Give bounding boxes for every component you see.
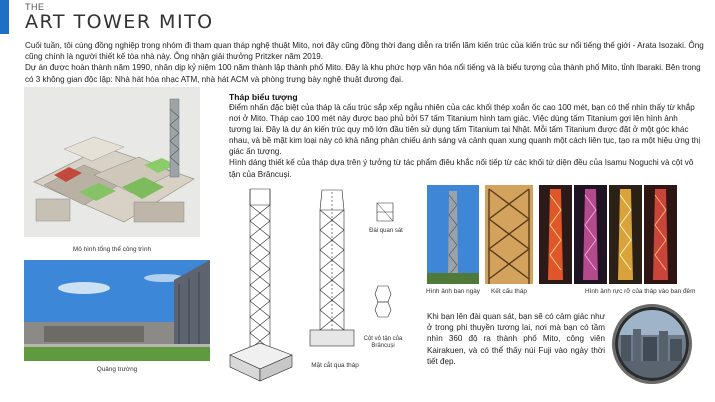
tower-heading: Tháp biểu tượng (229, 92, 298, 102)
city-view-photo (612, 304, 692, 384)
structure-photo-caption: Kết cấu tháp (491, 288, 527, 295)
day-photo-caption: Hình ảnh ban ngày (425, 288, 480, 295)
intro-paragraph-2: Dự án được hoàn thành năm 1990, nhân dịp kỷ niệm 100 năm thành lập thành phố Mito. Đây là khu phức hợp văn hóa nổi tiếng và là biểu tượng của thành phố Mito, tỉnh Ibaraki. Bên trong có 3 không gian độc lập: Nhà hát hòa nhạc ATM, nhà hát ACM và phòng trưng bày nghệ thuật đương đại. (25, 63, 701, 84)
intro-paragraph-1: Cuối tuần, tôi cùng đồng nghiệp trong nhóm đi tham quan tháp nghệ thuật Mito, nơi đây cũng đồng thời đang diễn ra triển lãm kiến trúc của kiến trúc sư nổi tiếng thế giới - Arata Isozaki. Ông cũng chính là người thiết kế tòa nhà này. Ông nhận giải thưởng Pritzker năm 2019. (25, 41, 704, 62)
night-photo-caption: Hình ảnh rực rỡ của tháp vào ban đêm (585, 288, 696, 295)
tower-isometric-drawing (220, 183, 300, 385)
column-label-line-1: Cột vô tận của (363, 336, 403, 342)
structure-photo (485, 185, 533, 284)
intro-text (25, 40, 705, 85)
day-photo (427, 185, 479, 284)
page-title: ART TOWER MITO (25, 11, 214, 33)
tower-section-drawing (304, 186, 360, 356)
endless-column-drawing (374, 284, 392, 318)
model-caption: Mô hình tổng thể công trình (72, 246, 152, 253)
tower-body-paragraph-2: Hình dáng thiết kế của tháp dựa trên ý tưởng từ tác phẩm điêu khắc nối tiếp từ các khối tứ diện đều của Isamu Noguchi và cột vô tận của Brâncuși. (229, 158, 694, 179)
night-photo-4 (644, 185, 677, 284)
title-kicker: THE (25, 2, 45, 12)
observation-label: Đài quan sát (369, 228, 403, 234)
tower-body (229, 102, 701, 180)
accent-bar (0, 0, 9, 34)
column-label-line-2: Brâncuși (371, 343, 395, 349)
observation-deck-drawing (374, 200, 396, 224)
tower-body-paragraph-1: Điểm nhấn đặc biệt của tháp là cấu trúc sắp xếp ngẫu nhiên của các khối thép xoắn ốc cao 100 mét, bạn có thể nhìn thấy từ khắp nơi ở Mito. Tháp cao 100 mét này được bao phủ bởi 57 tấm Titanium hình tam giác. Việc dùng tấm Titanium gợi lên hình ảnh tương lai. Đây là dự án kiến trúc quy mô lớn đầu tiên sử dụng tấm Titanium tại Nhật. Mỗi tấm Titanium được đặt ở một góc khác nhau, và bề mặt kim loại này có khả năng phản chiếu ánh sáng và cảnh quan xung quanh một cách liên tục, tạo ra một hiệu ứng thị giác ấn tượng. (229, 103, 701, 157)
night-photo-1 (539, 185, 572, 284)
model-image (24, 87, 200, 237)
plaza-image (24, 260, 210, 361)
section-caption: Mặt cắt qua tháp (311, 362, 359, 369)
observation-text: Khi bạn lên đài quan sát, bạn sẽ có cảm giác như ở trong phi thuyền tương lai, nơi mà bạn có tầm nhìn 360 độ ra thành phố Mito, công viên Kairakuen, và có thể thấy núi Fuji vào ngày thời tiết đẹp. (427, 312, 605, 366)
night-photo-3 (609, 185, 642, 284)
plaza-caption: Quảng trường (96, 366, 138, 373)
night-photo-2 (574, 185, 607, 284)
